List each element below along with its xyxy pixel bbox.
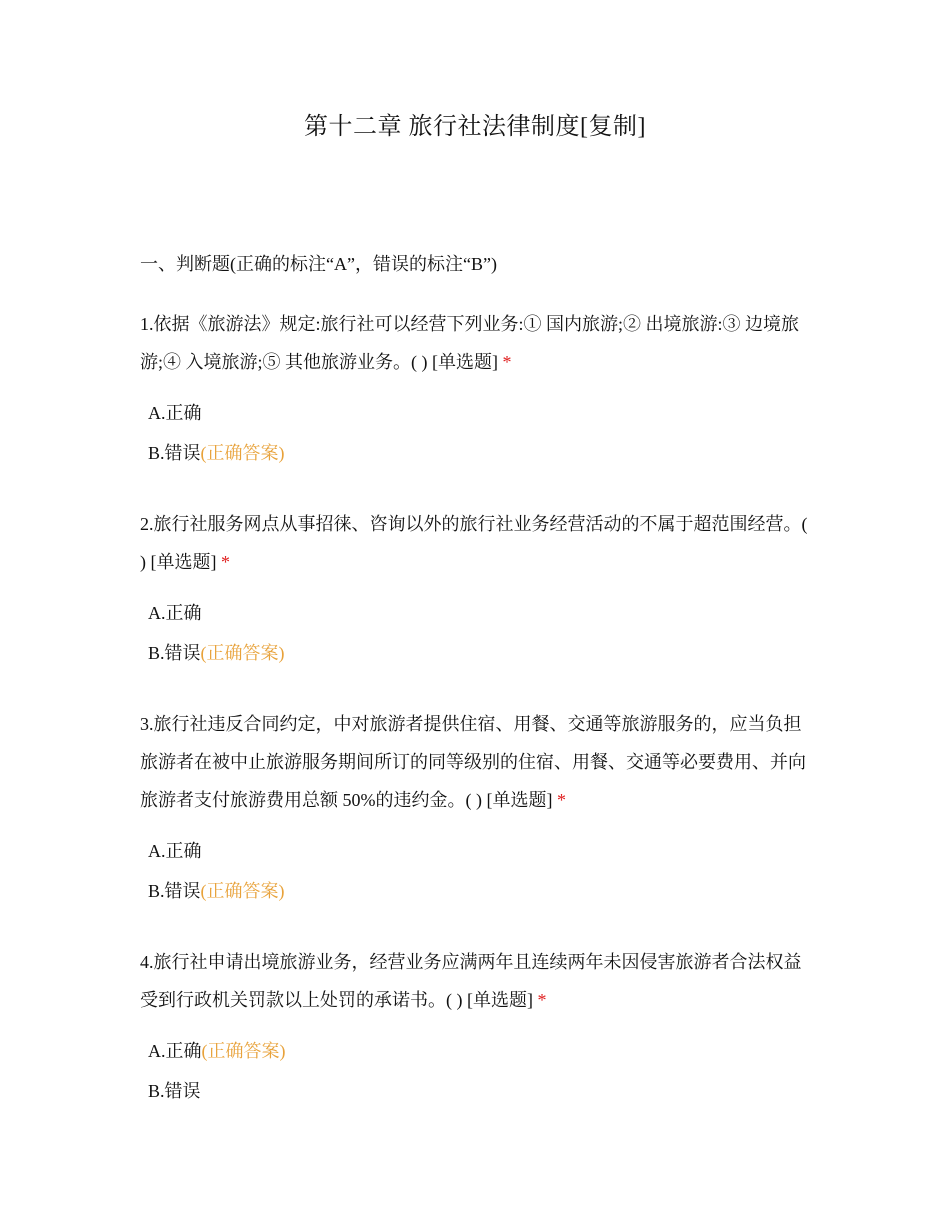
question-text [140, 505, 810, 581]
correct-answer-tag: (正确答案) [201, 1041, 286, 1061]
correct-answer-tag: (正确答案) [200, 643, 285, 663]
question-1 [140, 305, 810, 467]
option-label: B.错误 [148, 643, 201, 663]
page-title: 第十二章 旅行社法律制度[复制] [304, 114, 646, 140]
option-label: A.正确 [148, 841, 202, 861]
question-2 [140, 505, 810, 667]
question-3-option-a[interactable] [148, 837, 810, 865]
correct-answer-tag: (正确答案) [200, 881, 285, 901]
question-4-option-a[interactable] [148, 1037, 810, 1065]
question-4 [140, 943, 810, 1105]
question-text [140, 943, 810, 1019]
question-2-option-b[interactable] [148, 639, 810, 667]
option-label: A.正确 [148, 603, 202, 623]
required-mark: * [502, 352, 512, 372]
required-mark: * [556, 790, 566, 810]
option-label: B.错误 [148, 1081, 201, 1101]
section-heading: 一、判断题(正确的标注“A”，错误的标注“B”) [140, 254, 497, 274]
question-3 [140, 705, 810, 905]
question-text [140, 305, 810, 381]
question-1-text: 1.依据《旅游法》规定:旅行社可以经营下列业务:① 国内旅游;② 出境旅游:③ 边境旅游;④ 入境旅游;⑤ 其他旅游业务。( ) [单选题] [140, 314, 800, 372]
question-2-text: 2.旅行社服务网点从事招徕、咨询以外的旅行社业务经营活动的不属于超范围经营。( ) [单选题] [140, 514, 808, 572]
required-mark: * [220, 552, 230, 572]
question-3-text: 3.旅行社违反合同约定，中对旅游者提供住宿、用餐、交通等旅游服务的，应当负担旅游者在被中止旅游服务期间所订的同等级别的住宿、用餐、交通等必要费用、并向旅游者支付旅游费用总额 50%的违约金。( ) [单选题] [140, 714, 806, 810]
option-label: A.正确 [148, 403, 202, 423]
option-label: A.正确 [148, 1041, 202, 1061]
required-mark: * [537, 990, 547, 1010]
question-3-option-b[interactable] [148, 877, 810, 905]
question-1-option-a[interactable] [148, 399, 810, 427]
option-label: B.错误 [148, 881, 201, 901]
correct-answer-tag: (正确答案) [200, 443, 285, 463]
question-2-option-a[interactable] [148, 599, 810, 627]
question-1-option-b[interactable] [148, 439, 810, 467]
question-4-option-b[interactable] [148, 1077, 810, 1105]
option-label: B.错误 [148, 443, 201, 463]
question-4-text: 4.旅行社申请出境旅游业务，经营业务应满两年且连续两年未因侵害旅游者合法权益受到行政机关罚款以上处罚的承诺书。( ) [单选题] [140, 952, 802, 1010]
question-text [140, 705, 810, 819]
